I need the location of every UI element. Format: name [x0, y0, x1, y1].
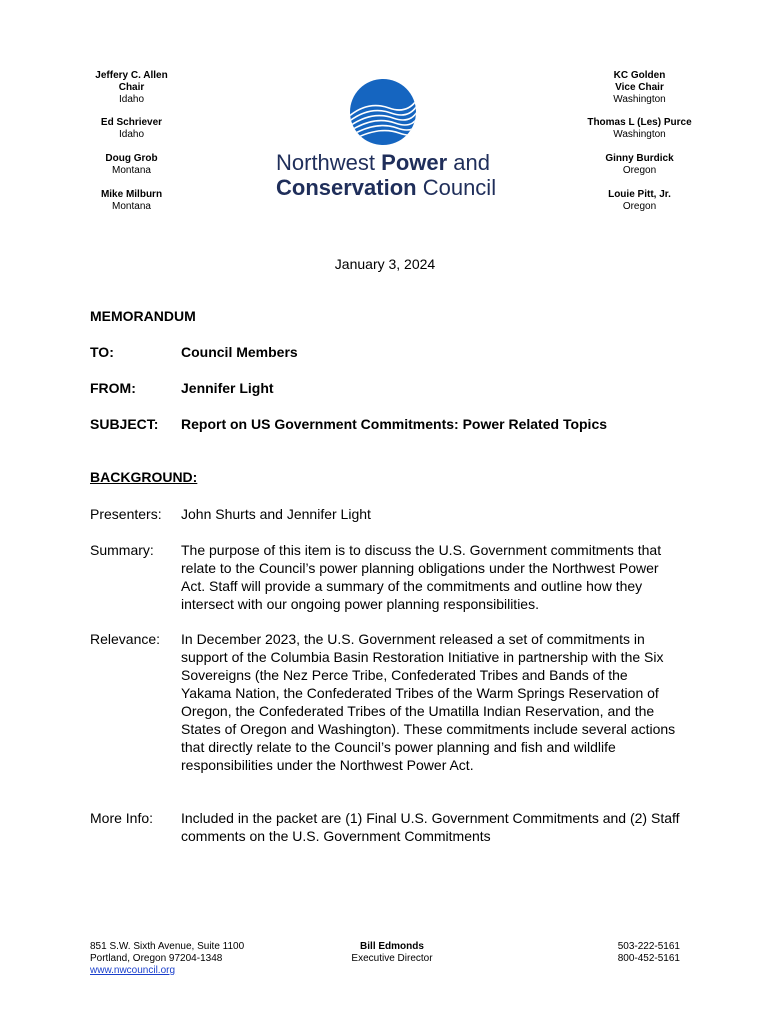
member-role: Chair: [118, 82, 145, 93]
member-state: Washington: [613, 94, 666, 105]
memo-to-value: Council Members: [181, 344, 298, 360]
memo-from-value: Jennifer Light: [181, 380, 274, 396]
member-name: Louie Pitt, Jr.: [608, 189, 671, 200]
logo-word-power: Power: [381, 150, 448, 175]
background-heading: BACKGROUND:: [90, 469, 198, 485]
logo-word-northwest: Northwest: [276, 150, 382, 175]
logo-word-and: and: [447, 150, 491, 175]
presenters-value: John Shurts and Jennifer Light: [181, 506, 371, 522]
director-title: Executive Director: [351, 953, 433, 964]
member-state: Montana: [112, 201, 151, 212]
member-name: Ginny Burdick: [605, 153, 674, 164]
footer-director: [330, 941, 454, 965]
memo-subject-value: Report on US Government Commitments: Power Related Topics: [181, 416, 608, 432]
presenters-label: Presenters:: [90, 506, 162, 522]
memo-title: MEMORANDUM: [90, 308, 196, 324]
member-name: Ed Schriever: [100, 117, 163, 128]
member-name: Jeffery C. Allen: [95, 70, 168, 81]
member-state: Idaho: [118, 94, 145, 105]
footer-address: [90, 941, 244, 977]
member-state: Washington: [613, 129, 666, 140]
logo-word-conservation: Conservation: [276, 175, 417, 200]
member-role: Vice Chair: [615, 82, 664, 93]
logo-line-1: [276, 150, 506, 175]
logo-line-2: [276, 175, 506, 200]
member-state: Montana: [112, 165, 151, 176]
memo-from-label: FROM:: [90, 380, 136, 396]
footer-phones: [600, 941, 680, 965]
council-member-burdick: [578, 153, 701, 177]
memo-to-label: TO:: [90, 344, 114, 360]
more-info-label: More Info:: [90, 810, 154, 826]
council-member-grob: [84, 153, 179, 177]
council-member-allen: [84, 70, 179, 106]
member-state: Oregon: [622, 201, 657, 212]
address-line-2: Portland, Oregon 97204-1348: [90, 953, 223, 964]
phone-primary: 503-222-5161: [617, 941, 680, 952]
council-member-milburn: [84, 189, 179, 213]
council-member-golden: [578, 70, 701, 106]
member-name: Thomas L (Les) Purce: [587, 117, 692, 128]
director-name: Bill Edmonds: [360, 941, 424, 952]
council-member-pitt: [578, 189, 701, 213]
council-logo-text: [276, 150, 506, 200]
member-state: Oregon: [622, 165, 657, 176]
phone-toll-free: 800-452-5161: [617, 953, 680, 964]
member-name: Mike Milburn: [100, 189, 163, 200]
address-line-1: 851 S.W. Sixth Avenue, Suite 1100: [90, 941, 245, 952]
memo-subject-label: SUBJECT:: [90, 416, 159, 432]
memo-date: January 3, 2024: [334, 256, 436, 272]
member-name: KC Golden: [613, 70, 666, 81]
summary-label: Summary:: [90, 542, 154, 558]
relevance-label: Relevance:: [90, 631, 161, 647]
council-member-purce: [578, 117, 701, 141]
logo-word-council: Council: [416, 175, 497, 200]
relevance-value: In December 2023, the U.S. Government released a set of commitments in support of the Columbia Basin Restoration Initiative in partnership with the Six Sovereigns (the Nez Perce Tribe, Confederated Tribes and Bands of the Yakama Nation, the Confederated Tribes of the Warm Springs Reservation of Oregon, the Confederated Tribes of the Umatilla Indian Reservation, and the States of Oregon and Washington). These commitments include several actions that directly relate to the Council’s power planning and fish and wildlife responsibilities under the Northwest Power Act.: [181, 631, 676, 773]
member-state: Idaho: [118, 129, 145, 140]
council-logo-icon: [349, 78, 417, 146]
council-member-schriever: [84, 117, 179, 141]
website-link[interactable]: www.nwcouncil.org: [90, 965, 176, 976]
more-info-value: Included in the packet are (1) Final U.S. Government Commitments and (2) Staff comments on the U.S. Government Commitments: [181, 810, 680, 844]
member-name: Doug Grob: [105, 153, 158, 164]
summary-value: The purpose of this item is to discuss the U.S. Government commitments that relate to the Council’s power planning obligations under the Northwest Power Act. Staff will provide a summary of the commitments and outline how they intersect with our ongoing power planning responsibilities.: [181, 542, 662, 612]
